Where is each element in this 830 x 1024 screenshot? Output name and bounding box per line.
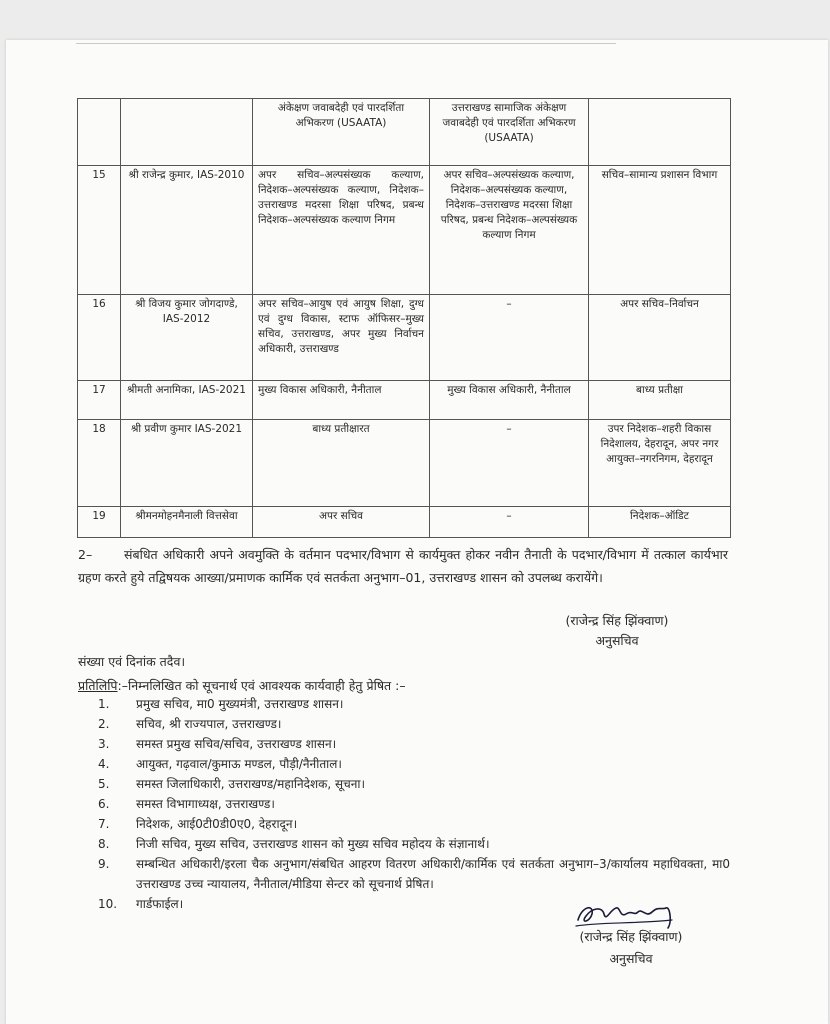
new-post-cell (589, 99, 731, 166)
item-number: 5. (98, 777, 110, 791)
current-post-cell: अपर सचिव–अल्पसंख्यक कल्याण, निदेशक–अल्पसंख्यक कल्याण, निदेशक–उत्तराखण्ड मदरसा शिक्षा परिषद, प्रबन्ध निदेशक–अल्पसंख्यक कल्याण निगम (253, 166, 430, 295)
relieved-post-cell: – (430, 420, 589, 507)
item-number: 4. (98, 757, 110, 771)
copy-to-heading (78, 676, 728, 696)
serial-cell: 18 (78, 420, 121, 507)
item-number: 10. (98, 897, 118, 911)
relieved-post-cell: मुख्य विकास अधिकारी, नैनीताल (430, 381, 589, 420)
serial-cell: 16 (78, 295, 121, 381)
top-rule (76, 43, 616, 44)
item-text: प्रमुख सचिव, मा0 मुख्यमंत्री, उत्तराखण्ड शासन। (136, 697, 344, 711)
table-row (78, 295, 731, 381)
table-row (78, 507, 731, 538)
serial-cell: 17 (78, 381, 121, 420)
serial-cell: 19 (78, 507, 121, 538)
item-number: 6. (98, 797, 110, 811)
current-post-cell: अपर सचिव–आयुष एवं आयुष शिक्षा, दुग्ध एवं दुग्ध विकास, स्टाफ ऑफिसर–मुख्य सचिव, उत्तराखण्ड, अपर मुख्य निर्वाचन अधिकारी, उत्तराखण्ड (253, 295, 430, 381)
table-row (78, 99, 731, 166)
serial-cell: 15 (78, 166, 121, 295)
relieved-post-cell: – (430, 507, 589, 538)
officer-cell: श्री विजय कुमार जोगदाण्डे, IAS-2012 (121, 295, 253, 381)
item-text: आयुक्त, गढ़वाल/कुमाऊ मण्डल, पौड़ी/नैनीताल। (136, 757, 342, 771)
signature-block-2 (556, 926, 706, 970)
copy-to-label: प्रतिलिपि (78, 678, 118, 693)
item-number: 2. (98, 717, 110, 731)
current-post-cell: अपर सचिव (253, 507, 430, 538)
officer-cell (121, 99, 253, 166)
list-item (98, 834, 730, 854)
document-page (6, 40, 828, 1024)
officer-cell: श्रीमती अनामिका, IAS-2021 (121, 381, 253, 420)
paragraph-number: 2– (78, 547, 93, 562)
relieved-post-cell: अपर सचिव–अल्पसंख्यक कल्याण, निदेशक–अल्पसंख्यक कल्याण, निदेशक–उत्तराखण्ड मदरसा शिक्षा परिषद, प्रबन्ध निदेशक–अल्पसंख्यक कल्याण निगम (430, 166, 589, 295)
signatory-name: (राजेन्द्र सिंह झिंक्वाण) (565, 613, 669, 628)
new-post-cell: सचिव–सामान्य प्रशासन विभाग (589, 166, 731, 295)
signatory-designation: अनुसचिव (595, 633, 639, 648)
item-number: 3. (98, 737, 110, 751)
list-item (98, 734, 730, 754)
signatory-designation: अनुसचिव (609, 951, 653, 966)
relieved-post-cell: उत्तराखण्ड सामाजिक अंकेक्षण जवाबदेही एवं पारदर्शिता अभिकरण (USAATA) (430, 99, 589, 166)
current-post-cell: अंकेक्षण जवाबदेही एवं पारदर्शिता अभिकरण (USAATA) (253, 99, 430, 166)
officer-cell: श्रीमनमोहनमैनाली वित्तसेवा (121, 507, 253, 538)
item-number: 7. (98, 817, 110, 831)
transfer-table (77, 98, 731, 538)
item-text: समस्त विभागाध्यक्ष, उत्तराखण्ड। (136, 797, 275, 811)
officer-cell: श्री राजेन्द्र कुमार, IAS-2010 (121, 166, 253, 295)
new-post-cell: उपर निदेशक–शहरी विकास निदेशालय, देहरादून, अपर नगर आयुक्त–नगरनिगम, देहरादून (589, 420, 731, 507)
item-text: निजी सचिव, मुख्य सचिव, उत्तराखण्ड शासन को मुख्य सचिव महोदय के संज्ञानार्थ। (136, 837, 490, 851)
list-item (98, 794, 730, 814)
list-item (98, 774, 730, 794)
item-text: सचिव, श्री राज्यपाल, उत्तराखण्ड। (136, 717, 282, 731)
paragraph-2 (78, 543, 728, 589)
list-item (98, 714, 730, 734)
copy-to-text: :–निम्नलिखित को सूचनार्थ एवं आवश्यक कार्यवाही हेतु प्रेषित :– (117, 678, 406, 693)
current-post-cell: बाध्य प्रतीक्षारत (253, 420, 430, 507)
table-row (78, 381, 731, 420)
list-item (98, 854, 730, 894)
serial-cell (78, 99, 121, 166)
list-item (98, 814, 730, 834)
item-number: 9. (98, 857, 110, 871)
item-number: 1. (98, 697, 110, 711)
new-post-cell: बाध्य प्रतीक्षा (589, 381, 731, 420)
table-row (78, 166, 731, 295)
table-row (78, 420, 731, 507)
signature-block-1 (542, 611, 692, 651)
item-text: सम्बन्धित अधिकारी/इरला चैक अनुभाग/संबधित आहरण वितरण अधिकारी/कार्मिक एवं सतर्कता अनुभाग–3/कार्यालय महाधिवक्ता, मा0 उत्तराखण्ड उच्च न्यायालय, नैनीताल/मीडिया सेन्टर को सूचनार्थ प्रेषित। (136, 857, 730, 891)
officer-cell: श्री प्रवीण कुमार IAS-2021 (121, 420, 253, 507)
item-number: 8. (98, 837, 110, 851)
number-date-line: संख्या एवं दिनांक तदैव। (78, 654, 186, 669)
item-text: समस्त प्रमुख सचिव/सचिव, उत्तराखण्ड शासन। (136, 737, 337, 751)
list-item (98, 754, 730, 774)
recipient-list (98, 694, 730, 914)
item-text: गार्डफाईल। (136, 897, 184, 911)
paragraph-text: संबधित अधिकारी अपने अवमुक्ति के वर्तमान पदभार/विभाग से कार्यमुक्त होकर नवीन तैनाती के पदभार/विभाग में तत्काल कार्यभार ग्रहण करते हुये तद्विषयक आख्या/प्रमाणक कार्मिक एवं सतर्कता अनुभाग–01, उत्तराखण्ड शासन को उपलब्ध करायेंगे। (78, 547, 728, 585)
item-text: समस्त जिलाधिकारी, उत्तराखण्ड/महानिदेशक, सूचना। (136, 777, 366, 791)
relieved-post-cell: – (430, 295, 589, 381)
item-text: निदेशक, आई0टी0डी0ए0, देहरादून। (136, 817, 298, 831)
current-post-cell: मुख्य विकास अधिकारी, नैनीताल (253, 381, 430, 420)
new-post-cell: अपर सचिव–निर्वाचन (589, 295, 731, 381)
list-item (98, 694, 730, 714)
signatory-name: (राजेन्द्र सिंह झिंक्वाण) (579, 929, 683, 944)
new-post-cell: निदेशक–ऑडिट (589, 507, 731, 538)
